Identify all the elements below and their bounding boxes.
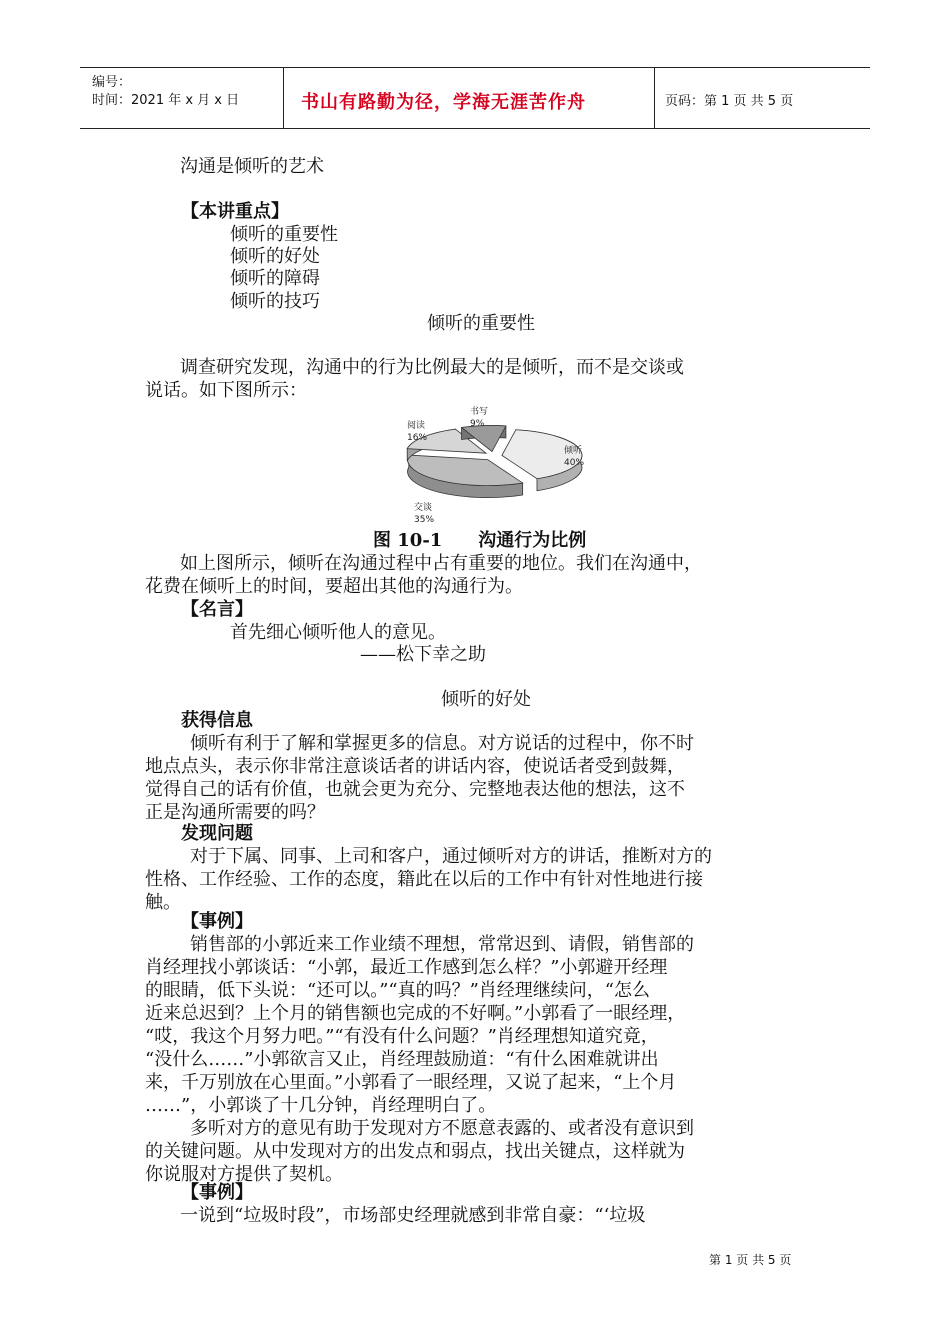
paragraph-line: 地点点头，表示你非常注意谈话者的讲话内容，使说话者受到鼓舞， (145, 756, 685, 777)
header-divider-right (654, 67, 655, 129)
case-summary-line: 多听对方的意见有助于发现对方不愿意表露的、或者没有意识到 (190, 1118, 694, 1139)
paragraph-line: 对于下属、同事、上司和客户，通过倾听对方的讲话，推断对方的 (190, 846, 712, 867)
case-line: 来，千万别放在心里面。”小郭看了一眼经理，又说了起来，“上个月 (145, 1072, 677, 1093)
case2-line: 一说到“垃圾时段”，市场部史经理就感到非常自豪：“‘垃圾 (180, 1205, 646, 1226)
paragraph-line: 性格、工作经验、工作的态度，籍此在以后的工作中有针对性地进行接 (145, 869, 703, 890)
intro-line: 说话。如下图所示： (145, 380, 307, 401)
intro-line: 调查研究发现，沟通中的行为比例最大的是倾听，而不是交谈或 (180, 357, 684, 378)
key-point-item: 倾听的技巧 (230, 291, 320, 312)
communication-ratio-pie-chart (392, 398, 602, 530)
after-figure-line: 花费在倾听上的时间，要超出其他的沟通行为。 (145, 576, 523, 597)
case-line: 销售部的小郭近来工作业绩不理想，常常迟到、请假，销售部的 (190, 934, 694, 955)
case2-heading: 【事例】 (181, 1182, 253, 1203)
subheading-find-problems: 发现问题 (181, 823, 253, 844)
case-line: “哎，我这个月努力吧。”“有没有什么问题？”肖经理想知道究竟， (145, 1026, 659, 1047)
subheading-get-info: 获得信息 (181, 710, 253, 731)
key-points-heading: 【本讲重点】 (181, 201, 289, 222)
case-line: “没什么……”小郭欲言又止，肖经理鼓励道：“有什么困难就讲出 (145, 1049, 659, 1070)
figure-caption: 图 10-1 沟通行为比例 (373, 530, 587, 551)
header-number-label: 编号： (92, 75, 132, 90)
case-line: 近来总迟到？上个月的销售额也完成的不好啊。”小郭看了一眼经理， (145, 1003, 686, 1024)
key-point-item: 倾听的好处 (230, 246, 320, 267)
quote-author: ——松下幸之助 (360, 644, 486, 665)
case-line: 的眼睛，低下头说：“还可以。”“真的吗？”肖经理继续问，“怎么 (145, 980, 651, 1001)
paragraph-line: 倾听有利于了解和掌握更多的信息。对方说话的过程中，你不时 (190, 733, 694, 754)
paragraph-line: 触。 (145, 892, 181, 913)
case-summary-line: 你说服对方提供了契机。 (145, 1164, 343, 1185)
section-heading-importance: 倾听的重要性 (427, 313, 535, 334)
paragraph-line: 觉得自己的话有价值，也就会更为充分、完整地表达他的想法，这不 (145, 779, 685, 800)
case-summary-line: 的关键问题。从中发现对方的出发点和弱点，找出关键点，这样就为 (145, 1141, 685, 1162)
pie-slice-label: 阅读 16% (407, 421, 428, 443)
section-heading-benefits: 倾听的好处 (441, 689, 531, 710)
case-line: 肖经理找小郭谈话：“小郭，最近工作感到怎么样？”小郭避开经理 (145, 957, 668, 978)
key-point-item: 倾听的重要性 (230, 224, 338, 245)
paragraph-line: 正是沟通所需要的吗？ (145, 802, 325, 823)
pie-slice-label: 书写 9% (470, 407, 489, 429)
document-title: 沟通是倾听的艺术 (180, 156, 324, 177)
footer-page-info: 第 1 页 共 5 页 (709, 1253, 792, 1267)
pie-slice-label: 交谈 35% (414, 503, 435, 525)
header-bottom-rule (80, 128, 870, 129)
header-page-info: 页码：第 1 页 共 5 页 (665, 94, 794, 109)
case-heading: 【事例】 (181, 911, 253, 932)
case-line: ……”，小郭谈了十几分钟，肖经理明白了。 (145, 1095, 497, 1116)
header-time: 时间：2021 年 x 月 x 日 (92, 93, 240, 108)
quote-text: 首先细心倾听他人的意见。 (230, 622, 446, 643)
key-point-item: 倾听的障碍 (230, 268, 320, 289)
after-figure-line: 如上图所示，倾听在沟通过程中占有重要的地位。我们在沟通中， (180, 553, 702, 574)
header-top-rule (80, 67, 870, 68)
header-divider-left (283, 67, 284, 129)
quote-heading: 【名言】 (181, 599, 253, 620)
pie-slice-label: 倾听 40% (564, 446, 585, 468)
header-motto: 书山有路勤为径，学海无涯苦作舟 (301, 92, 586, 113)
